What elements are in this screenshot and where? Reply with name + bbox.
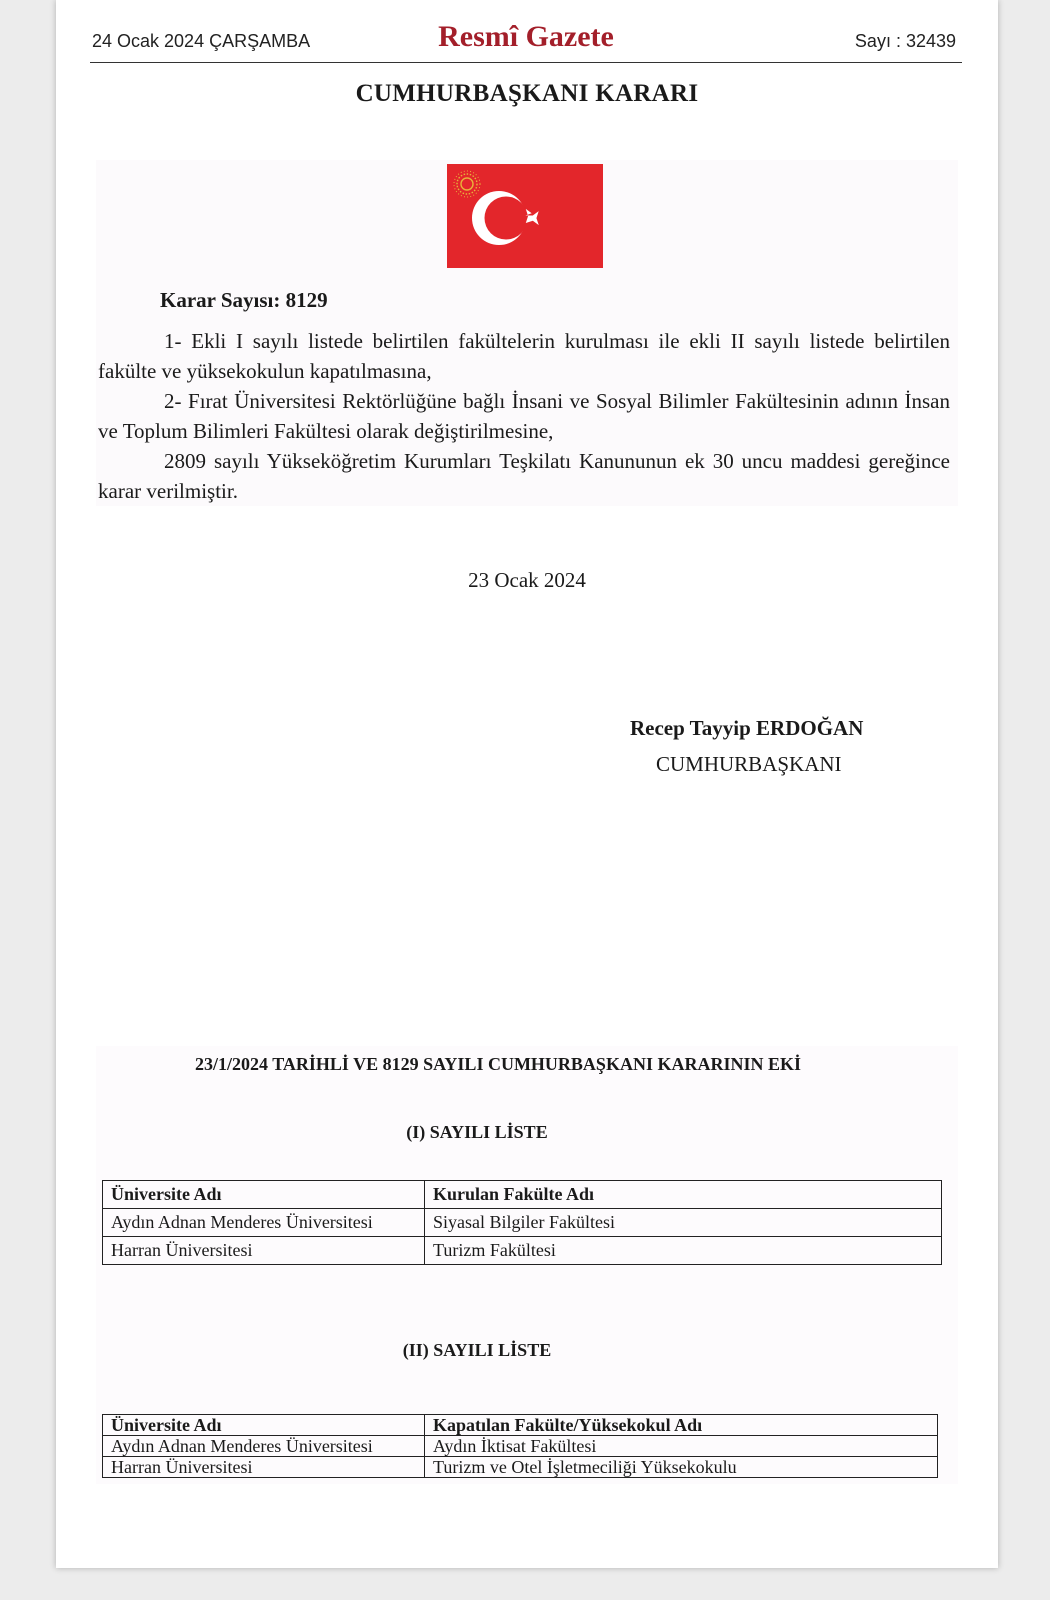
table-cell: Aydın Adnan Menderes Üniversitesi <box>103 1436 425 1457</box>
signature-name: Recep Tayyip ERDOĞAN <box>630 716 864 740</box>
decision-body <box>98 326 950 506</box>
table-row <box>103 1237 942 1265</box>
decision-date: 23 Ocak 2024 <box>468 568 586 592</box>
table-cell: Turizm Fakültesi <box>425 1237 942 1265</box>
table-cell: Harran Üniversitesi <box>103 1457 425 1478</box>
table-row <box>103 1457 938 1478</box>
table-row <box>103 1436 938 1457</box>
list2-title: (II) SAYILI LİSTE <box>402 1340 552 1360</box>
document-title: CUMHURBAŞKANI KARARI <box>355 80 699 107</box>
table-cell: Harran Üniversitesi <box>103 1237 425 1265</box>
list2-table <box>102 1414 938 1478</box>
gazette-header <box>90 20 962 63</box>
table-header-row <box>103 1415 938 1436</box>
decision-number: Karar Sayısı: 8129 <box>160 288 328 312</box>
flag-crescent-star-icon <box>447 164 603 268</box>
decision-paragraph: 1- Ekli I sayılı listede belirtilen fakültelerin kurulması ile ekli II sayılı listede belirtilen fakülte ve yüksekokulun kapatılmasına, <box>98 329 950 383</box>
signature-title: CUMHURBAŞKANI <box>656 752 842 776</box>
decision-paragraph: 2809 sayılı Yükseköğretim Kurumları Teşkilatı Kanununun ek 30 uncu maddesi gereğince karar verilmiştir. <box>98 449 950 503</box>
annex-title: 23/1/2024 TARİHLİ VE 8129 SAYILI CUMHURBAŞKANI KARARININ EKİ <box>195 1054 801 1074</box>
table-header-cell: Kurulan Fakülte Adı <box>425 1181 942 1209</box>
table-cell: Aydın Adnan Menderes Üniversitesi <box>103 1209 425 1237</box>
decision-paragraph: 2- Fırat Üniversitesi Rektörlüğüne bağlı İnsani ve Sosyal Bilimler Fakültesinin adının İnsan ve Toplum Bilimleri Fakültesi olarak değiştirilmesine, <box>98 389 950 443</box>
table-header-row <box>103 1181 942 1209</box>
gazette-page <box>56 0 998 1568</box>
issue-number: Sayı : 32439 <box>854 31 956 51</box>
gazette-title: Resmî Gazete <box>438 20 614 53</box>
table-header-cell: Kapatılan Fakülte/Yüksekokul Adı <box>425 1415 938 1436</box>
list1-table <box>102 1180 942 1265</box>
list1-title: (I) SAYILI LİSTE <box>406 1122 548 1142</box>
table-cell: Aydın İktisat Fakültesi <box>425 1436 938 1457</box>
table-cell: Turizm ve Otel İşletmeciliği Yüksekokulu <box>425 1457 938 1478</box>
table-row <box>103 1209 942 1237</box>
table-header-cell: Üniversite Adı <box>103 1181 425 1209</box>
issue-date: 24 Ocak 2024 ÇARŞAMBA <box>92 31 311 51</box>
table-header-cell: Üniversite Adı <box>103 1415 425 1436</box>
turkish-flag-image <box>447 164 603 268</box>
table-cell: Siyasal Bilgiler Fakültesi <box>425 1209 942 1237</box>
